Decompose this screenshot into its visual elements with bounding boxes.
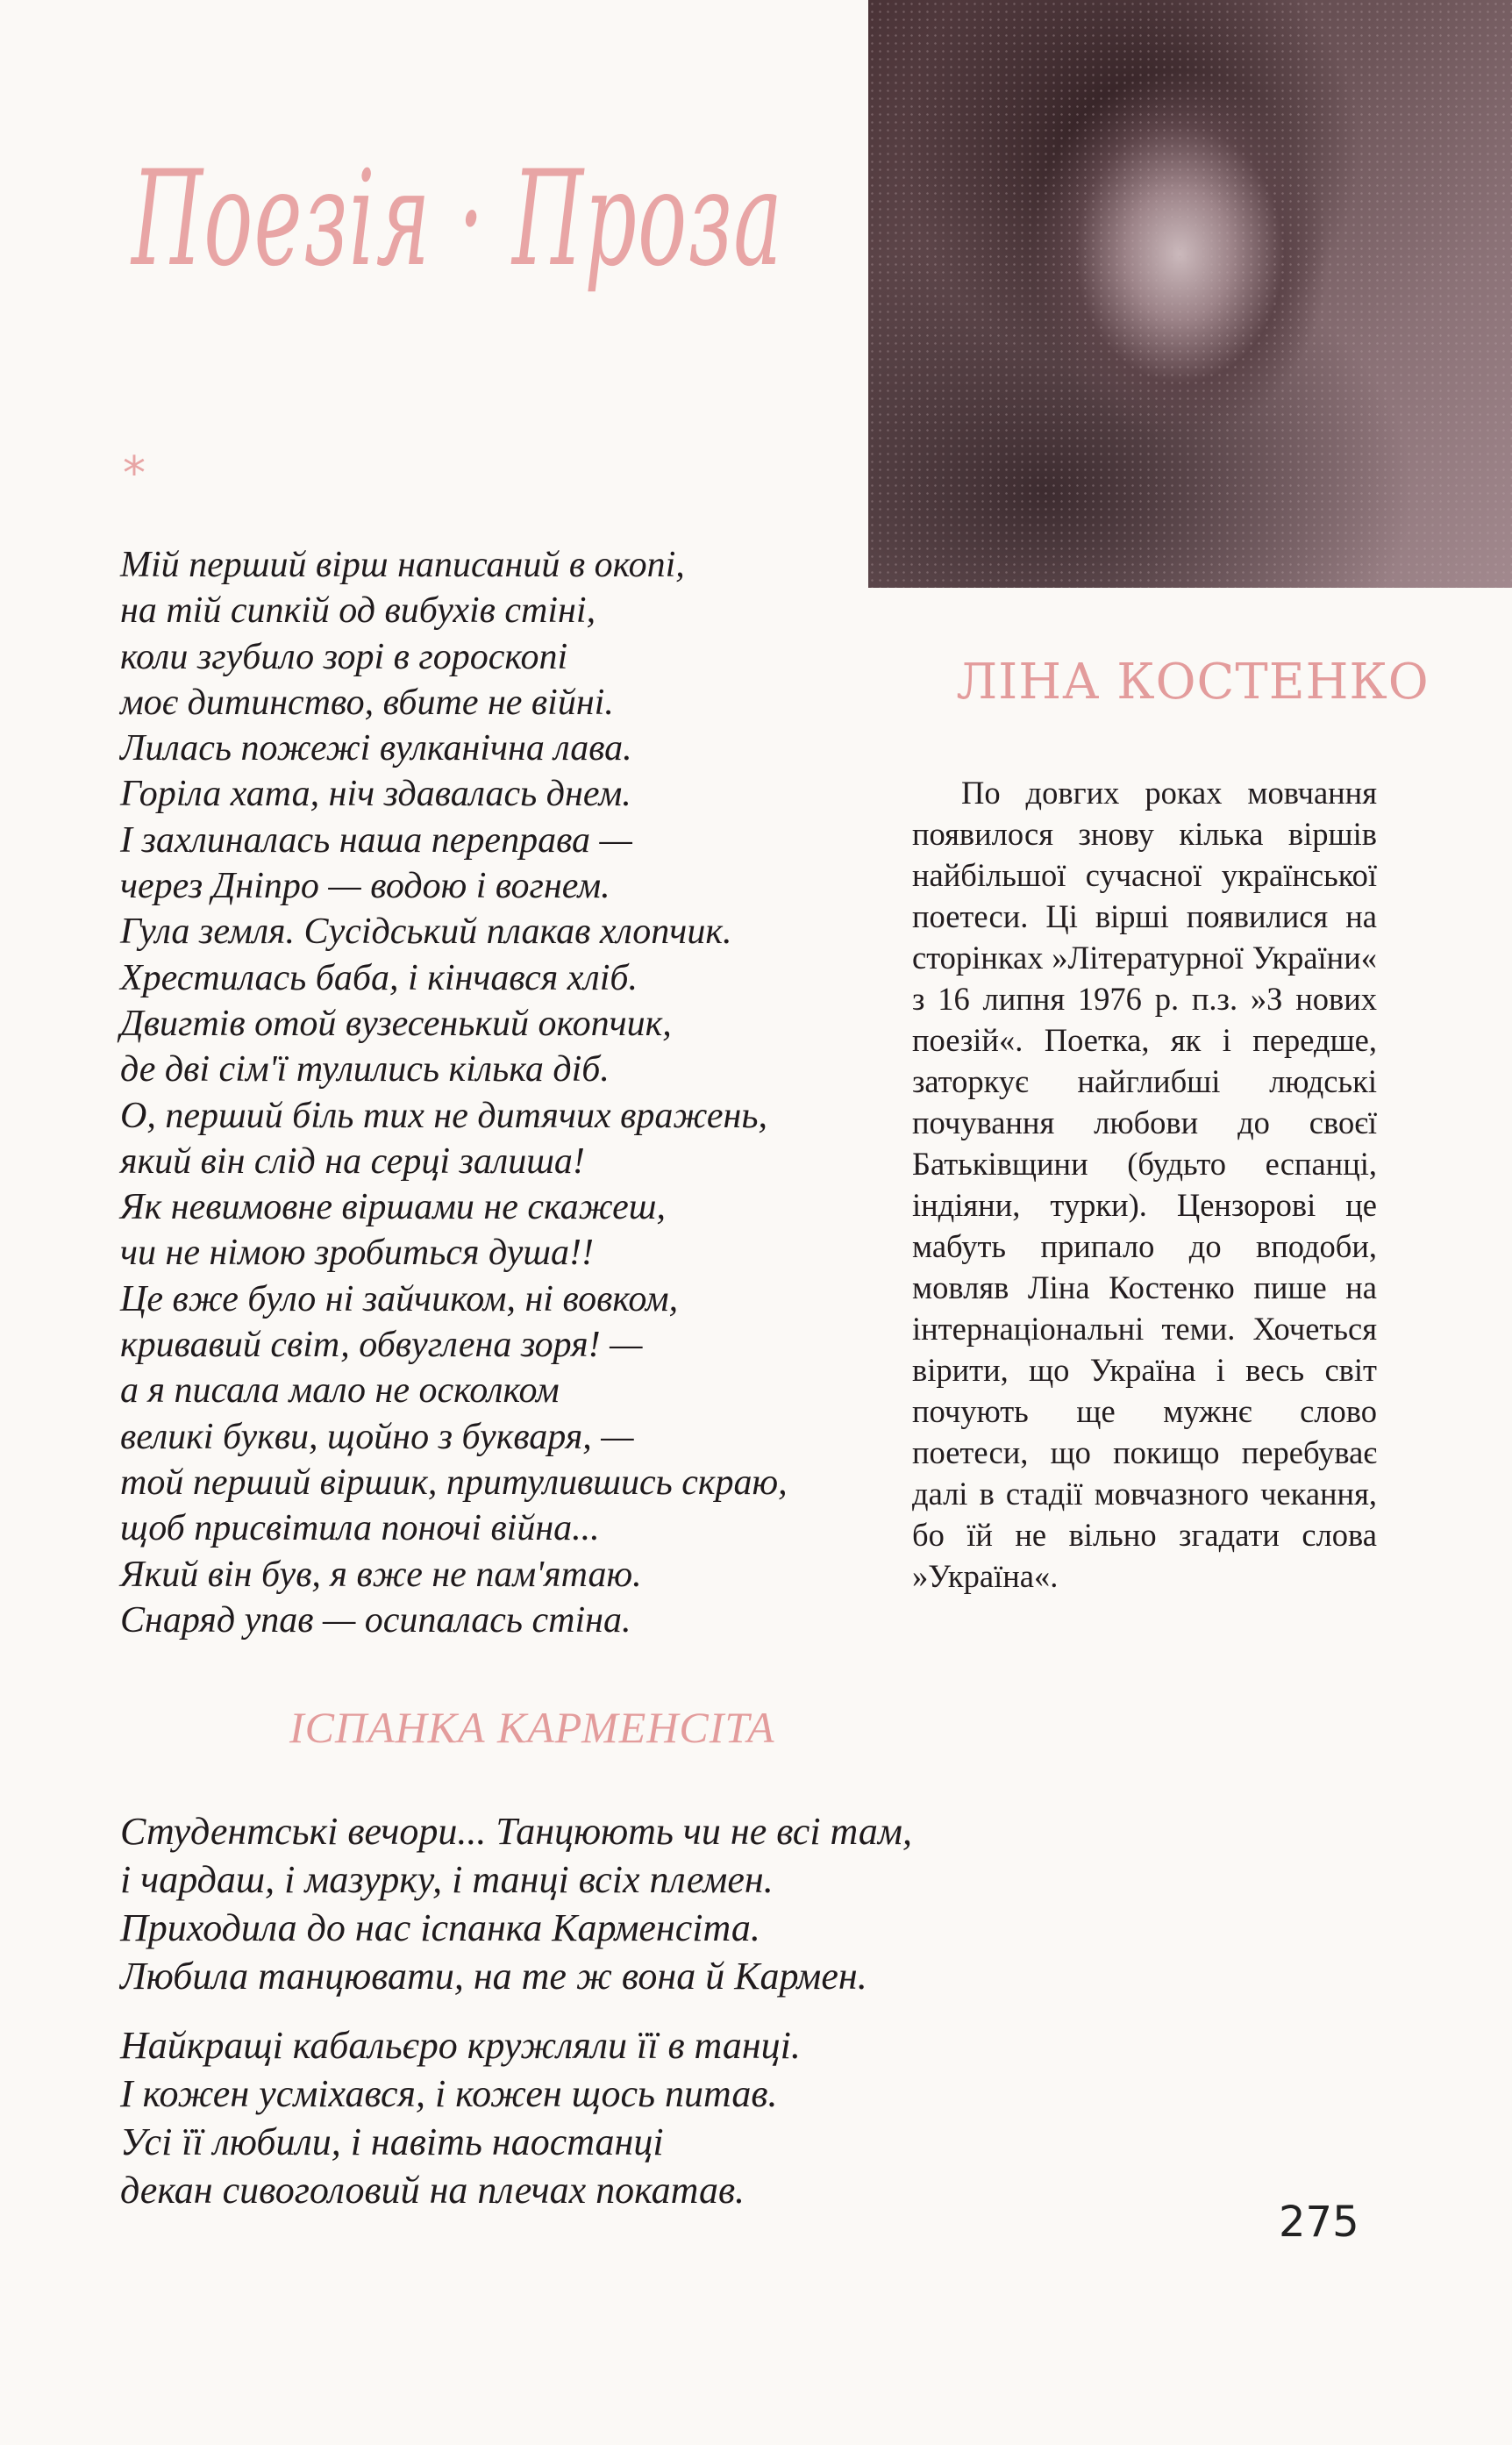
photo-grain-texture bbox=[868, 0, 1512, 588]
poem-line: на тій сипкій од вибухів стіні, bbox=[120, 590, 596, 632]
poem-line: І кожен усміхався, і кожен щось питав. bbox=[120, 2072, 778, 2115]
author-name: ЛІНА КОСТЕНКО bbox=[956, 654, 1430, 711]
page-number: 275 bbox=[1279, 2198, 1359, 2247]
poem-line: який він слід на серці залиша! bbox=[120, 1140, 585, 1182]
poem-line: Двигтів отой вузесенький окопчик, bbox=[120, 1003, 672, 1044]
poem-line: великі букви, щойно з букваря, — bbox=[120, 1416, 634, 1457]
poem-line: чи не німою зробиться душа!! bbox=[120, 1233, 595, 1274]
poem-line: О, перший біль тих не дитячих вражень, bbox=[120, 1095, 767, 1136]
poem-line: Приходила до нас іспанка Карменсіта. bbox=[120, 1906, 760, 1949]
poem-line: Лилась пожежі вулканічна лава. bbox=[120, 728, 632, 769]
poem-line: Мій перший вірш написаний в окопі, bbox=[120, 545, 685, 585]
poem-line: Любила танцювати, на те ж вона й Кармен. bbox=[120, 1955, 867, 1998]
poem-ispanka-karmensita bbox=[120, 1807, 1085, 2235]
poem-line: Горіла хата, ніч здавалась днем. bbox=[120, 774, 631, 815]
poem-line: декан сивоголовий на плечах покатав. bbox=[120, 2169, 745, 2212]
poem-line: І захлиналась наша переправа — bbox=[120, 819, 632, 861]
poem-line: кривавий світ, обвуглена зоря! — bbox=[120, 1325, 643, 1366]
intro-paragraph: По довгих роках мовчання появилося знову кілька віршів найбільшої сучасної української поетеси. Ці вірші появилися на сторінках »Літературної України« з 16 липня 1976 р. п.з. »З нових поезій«. Поетка, як і передше, заторкує найглибші людські почування любови до своєї Батьківщини (будьто еспанці, індіяни, турки). Цензорові це мабуть припало до вподоби, мовляв Ліна Костенко пише на інтернаціональні теми. Хочеться вірити, що Україна і весь світ почують ще мужнє слово поетеси, що покищо перебуває далі в стадії мовчазного чекання, бо їй не вільно згадати слова »Україна«. bbox=[912, 775, 1377, 1594]
poem-stanza bbox=[120, 1807, 1085, 2000]
poem-line: Хрестилась баба, і кінчався хліб. bbox=[120, 957, 638, 998]
poem-line: Усі її любили, і навіть наостанці bbox=[120, 2120, 664, 2163]
poem-line: той перший віршик, притулившись скраю, bbox=[120, 1462, 788, 1503]
poem-line: щоб присвітила поночі війна... bbox=[120, 1508, 600, 1549]
poem-line: Це вже було ні зайчиком, ні вовком, bbox=[120, 1278, 679, 1319]
poem-line: Студентські вечори... Танцюють чи не всі там, bbox=[120, 1810, 912, 1853]
asterisk-ornament: * bbox=[123, 447, 146, 500]
poem-line: Як невимовне віршами не скажеш, bbox=[120, 1187, 666, 1228]
poem-stanza bbox=[120, 2021, 1085, 2214]
poem-line: Снаряд упав — осипалась стіна. bbox=[120, 1599, 631, 1641]
poem-line: Який він був, я вже не пам'ятаю. bbox=[120, 1554, 642, 1595]
poem-line: коли згубило зорі в гороскопі bbox=[120, 636, 568, 677]
poem-line: де дві сім'ї тулились кілька діб. bbox=[120, 1049, 610, 1090]
poem-line: а я писала мало не осколком bbox=[120, 1370, 560, 1412]
poem-line: через Дніпро — водою і вогнем. bbox=[120, 866, 610, 907]
poem-line: Гула земля. Сусідський плакав хлопчик. bbox=[120, 912, 732, 953]
author-portrait-photo bbox=[868, 0, 1512, 588]
poem-line: Найкращі кабальєро кружляли її в танці. bbox=[120, 2024, 801, 2067]
section-title: Поезія · Проза bbox=[132, 143, 784, 296]
poem-line: моє дитинство, вбите не війні. bbox=[120, 682, 614, 723]
poem-title: ІСПАНКА КАРМЕНСІТА bbox=[289, 1703, 775, 1752]
poem-line: і чардаш, і мазурку, і танці всіх племен. bbox=[120, 1858, 774, 1901]
poem-first-verse bbox=[120, 542, 892, 1643]
